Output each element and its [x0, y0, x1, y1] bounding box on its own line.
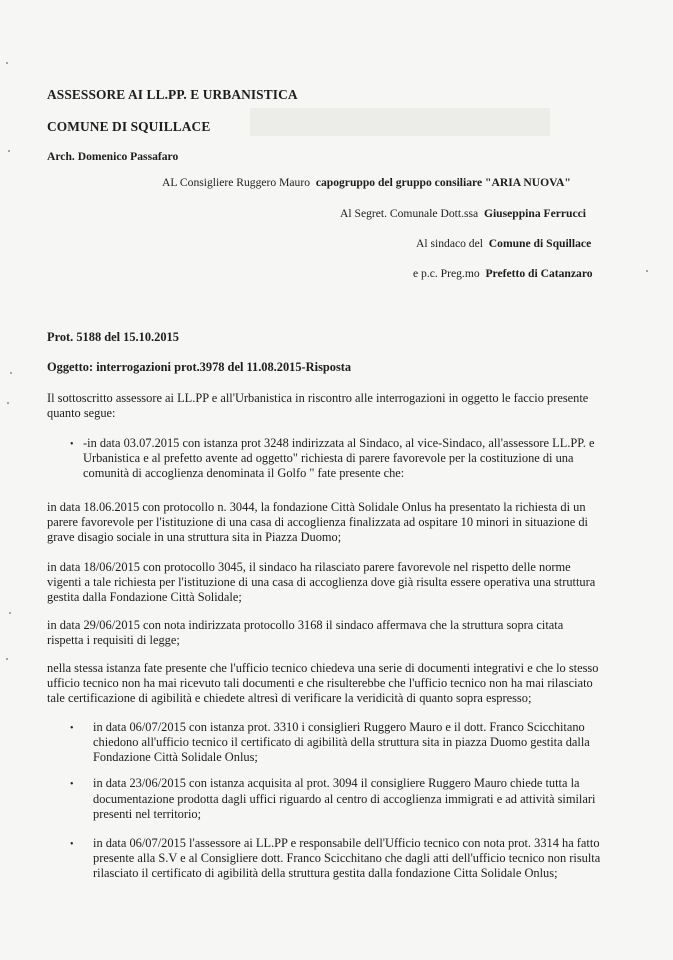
protocol-number: Prot. 5188 del 15.10.2015: [47, 330, 179, 344]
bullet3-line: presenti nel territorio;: [93, 807, 202, 821]
recipient-mayor: [416, 236, 591, 251]
scan-speck: [6, 62, 8, 64]
header-municipality: COMUNE DI SQUILLACE: [47, 119, 211, 134]
para3-line: in data 29/06/2015 con nota indirizzata protocollo 3168 il sindaco affermava che la struttura sopra citata: [47, 618, 564, 632]
para2-line: gestita dalla Fondazione Città Solidale;: [47, 590, 242, 604]
bullet4-line: presente alla S.V e al Consigliere dott. Franco Scicchitano che dagli atti dell'ufficio tecnico non risulta: [93, 851, 601, 865]
bullet4-line: rilasciato il certificato di agibilità della struttura gestita dalla fondazione Citta Solidale Onlus;: [93, 866, 558, 880]
bullet1-line: -in data 03.07.2015 con istanza prot 3248 indirizzata al Sindaco, al vice-Sindaco, all'assessore LL.PP. e: [83, 436, 595, 450]
para4-line: ufficio tecnico non ha mai ricevuto tali documenti e che risulterebbe che l'ufficio tecnico non ha mai rilasciato: [47, 676, 593, 690]
intro-line: Il sottoscritto assessore ai LL.PP e all'Urbanistica in riscontro alle interrogazioni in oggetto le faccio presente: [47, 391, 589, 405]
bullet3-line: documentazione prodotta dagli uffici riguardo al centro di accoglienza immigrati e ad attività similari: [93, 792, 596, 806]
para1-line: grave disagio sociale in una struttura sita in Piazza Duomo;: [47, 530, 342, 544]
header-signatory: Arch. Domenico Passafaro: [47, 150, 179, 163]
para4-line: nella stessa istanza fate presente che l'ufficio tecnico chiedeva una serie di documenti integrativi e che lo stesso: [47, 661, 599, 675]
scan-smudge: [250, 108, 550, 136]
para1-line: parere favorevole per l'istituzione di una casa di accoglienza finalizzata ad ospitare 10 minori in situazione di: [47, 515, 589, 529]
para1-line: in data 18.06.2015 con protocollo n. 3044, la fondazione Città Solidale Onlus ha presentato la richiesta di un: [47, 500, 586, 514]
recipient-secretary-title: Al Segret. Comunale Dott.ssa: [340, 207, 479, 220]
recipient-secretary: [340, 206, 586, 221]
bullet-marker: •: [70, 779, 74, 790]
scan-speck: [9, 612, 11, 614]
bullet-marker: •: [70, 723, 74, 734]
recipient-councillor: [162, 175, 571, 190]
recipient-prefect-name: Prefetto di Catanzaro: [485, 267, 593, 280]
intro-line: quanto segue:: [47, 406, 116, 420]
recipient-prefect: [413, 266, 593, 281]
header-office: ASSESSORE AI LL.PP. E URBANISTICA: [47, 87, 298, 102]
bullet2-line: chiedono all'ufficio tecnico il certificato di agibilità della struttura sita in piazza Duomo gestita dalla: [93, 735, 590, 749]
para3-line: rispetta i requisiti di legge;: [47, 633, 180, 647]
recipient-mayor-title: Al sindaco del: [416, 237, 483, 250]
recipient-prefect-title: e p.c. Preg.mo: [413, 267, 480, 280]
scan-speck: [8, 150, 10, 152]
recipient-secretary-name: Giuseppina Ferrucci: [483, 207, 587, 220]
scan-speck: [6, 658, 8, 660]
scan-speck: [10, 372, 12, 374]
recipient-mayor-municipality: Comune di Squillace: [488, 237, 592, 250]
bullet3-line: in data 23/06/2015 con istanza acquisita al prot. 3094 il consigliere Ruggero Mauro chiede tutta la: [93, 776, 580, 790]
recipient-councillor-name: AL Consigliere Ruggero Mauro: [162, 176, 311, 189]
subject-line: Oggetto: interrogazioni prot.3978 del 11.08.2015-Risposta: [47, 360, 352, 374]
bullet2-line: in data 06/07/2015 con istanza prot. 3310 i consiglieri Ruggero Mauro e il dott. Franco Scicchitano: [93, 720, 585, 734]
bullet1-line: Urbanistica e al prefetto avente ad oggetto" richiesta di parere favorevole per la costituzione di una: [83, 451, 574, 465]
recipient-councillor-role: capogruppo del gruppo consiliare "ARIA NUOVA": [315, 176, 571, 189]
scan-speck: [646, 270, 648, 272]
scan-speck: [7, 402, 9, 404]
bullet-marker: •: [70, 839, 74, 850]
bullet4-line: in data 06/07/2015 l'assessore ai LL.PP e responsabile dell'Ufficio tecnico con nota prot. 3314 ha fatto: [93, 836, 600, 850]
bullet1-line: comunità di accoglienza denominata il Golfo " fate presente che:: [83, 466, 405, 480]
bullet2-line: Fondazione Città Solidale Onlus;: [93, 750, 258, 764]
para2-line: vigenti a tale richiesta per l'istituzione di una casa di accoglienza dove già risulta essere operativa una struttura: [47, 575, 596, 589]
para2-line: in data 18/06/2015 con protocollo 3045, il sindaco ha rilasciato parere favorevole nel rispetto delle norme: [47, 560, 571, 574]
para4-line: tale certificazione di agibilità e chiedete altresì di verificare la veridicità di quanto sopra espresso;: [47, 691, 532, 705]
bullet-marker: •: [70, 439, 74, 450]
